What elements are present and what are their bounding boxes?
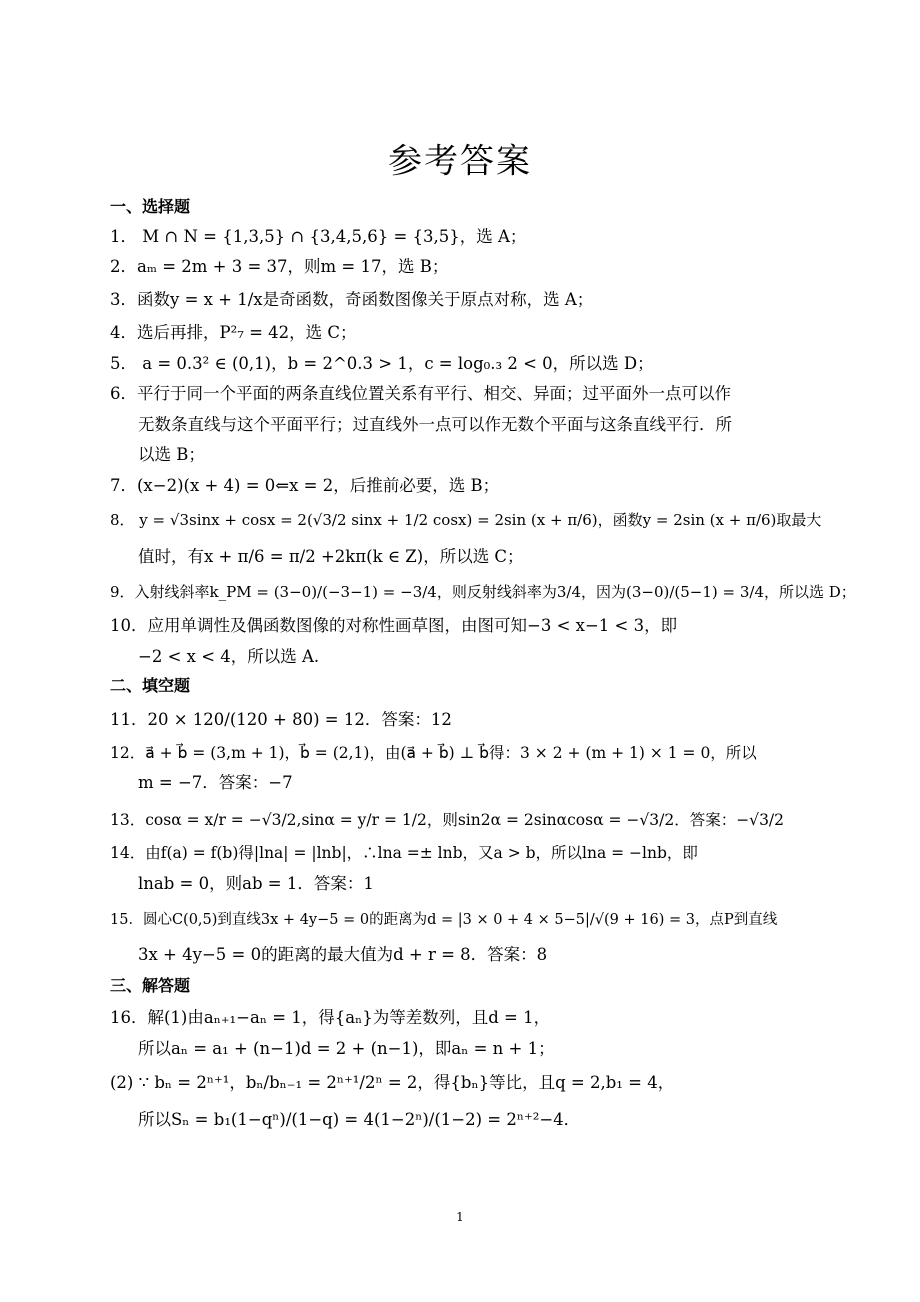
answer-line: 以选 B； [138, 445, 205, 464]
answer-line: 10．应用单调性及偶函数图像的对称性画草图，由图可知−3 < x−1 < 3，即 [110, 616, 678, 635]
answer-line: 7．(x−2)(x + 4) = 0⇐x = 2，后推前必要，选 B； [110, 476, 500, 495]
answer-line: 所以aₙ = a₁ + (n−1)d = 2 + (n−1)，即aₙ = n + 1； [138, 1039, 555, 1058]
answer-line: 8． y = √3sinx + cosx = 2(√3/2 sinx + 1/2 cosx) = 2sin (x + π/6)，函数y = 2sin (x + π/6)取最大 [110, 511, 822, 529]
page-number: 1 [456, 1210, 464, 1224]
answer-line: 值时，有x + π/6 = π/2 +2kπ(k ∈ Z)，所以选 C； [138, 547, 524, 566]
answer-line: 14．由f(a) = f(b)得|lna| = |lnb|，∴lna =± lnb，又a > b，所以lna = −lnb，即 [110, 844, 698, 862]
answer-line: m = −7．答案：−7 [138, 773, 293, 792]
page-title: 参考答案 [388, 141, 532, 182]
answer-line: 9．入射线斜率k_PM = (3−0)/(−3−1) = −3/4，则反射线斜率为3/4，因为(3−0)/(5−1) = 3/4，所以选 D； [110, 583, 856, 601]
answer-line: 16．解(1)由aₙ₊₁−aₙ = 1，得{aₙ}为等差数列，且d = 1， [110, 1008, 551, 1027]
answer-line: 5． a = 0.3² ∈ (0,1)，b = 2^0.3 > 1，c = log₀.₃ 2 < 0，所以选 D； [110, 354, 654, 373]
answer-line: 3x + 4y−5 = 0的距离的最大值为d + r = 8．答案：8 [138, 945, 548, 964]
answer-line: 所以Sₙ = b₁(1−qⁿ)/(1−q) = 4(1−2ⁿ)/(1−2) = 2ⁿ⁺²−4． [138, 1110, 581, 1129]
section-heading-choice: 一、选择题 [110, 197, 191, 216]
answer-line: 2．aₘ = 2m + 3 = 37，则m = 17，选 B； [110, 257, 449, 276]
answer-line: 无数条直线与这个平面平行；过直线外一点可以作无数个平面与这条直线平行．所 [138, 415, 732, 434]
answer-line: 13．cosα = x/r = −√3/2,sinα = y/r = 1/2，则sin2α = 2sinαcosα = −√3/2．答案：−√3/2 [110, 811, 785, 829]
answer-line: (2) ∵ bₙ = 2ⁿ⁺¹，bₙ/bₙ₋₁ = 2ⁿ⁺¹/2ⁿ = 2，得{bₙ}等比，且q = 2,b₁ = 4， [110, 1073, 675, 1092]
answer-line: 4．选后再排，P²₇ = 42，选 C； [110, 323, 357, 342]
answer-line: 11．20 × 120/(120 + 80) = 12．答案：12 [110, 710, 452, 729]
answer-line: 1． M ∩ N = {1,3,5} ∩ {3,4,5,6} = {3,5}，选 A； [110, 227, 527, 246]
section-heading-fill: 二、填空题 [110, 676, 191, 695]
section-heading-solve: 三、解答题 [110, 976, 191, 995]
answer-line: lnab = 0，则ab = 1．答案：1 [138, 874, 374, 893]
answer-line: 12．a⃗ + b⃗ = (3,m + 1)，b⃗ = (2,1)，由(a⃗ + b⃗) ⊥ b⃗得：3 × 2 + (m + 1) × 1 = 0，所以 [110, 744, 757, 762]
answer-line: 6．平行于同一个平面的两条直线位置关系有平行、相交、异面；过平面外一点可以作 [110, 384, 731, 403]
answer-line: −2 < x < 4，所以选 A. [138, 647, 320, 666]
answer-line: 15．圆心C(0,5)到直线3x + 4y−5 = 0的距离为d = |3 × 0 + 4 × 5−5|/√(9 + 16) = 3，点P到直线 [110, 912, 778, 928]
answer-line: 3．函数y = x + 1/x是奇函数，奇函数图像关于原点对称，选 A； [110, 290, 594, 309]
